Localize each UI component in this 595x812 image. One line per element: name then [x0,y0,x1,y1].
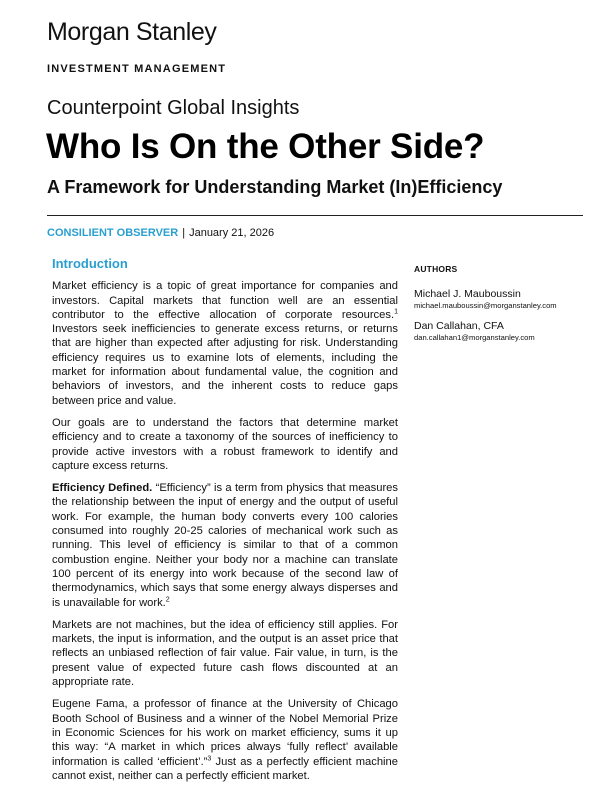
paragraph-efficiency-defined [52,481,398,610]
author-email[interactable]: michael.mauboussin@morganstanley.com [414,301,557,310]
authors-heading: AUTHORS [414,264,458,274]
paragraph-intro-rest: Investors seek inefficiencies to generate excess returns, or returns that are higher than expected after adjusting for risk. Understanding efficiency requires us to examine lots of elements, including the market for information about fundamental value, the cognition and behaviors of investors, and the inherent costs to reduce gaps between price and value. [52,323,398,407]
series-title: Counterpoint Global Insights [47,97,300,119]
division-label: INVESTMENT MANAGEMENT [47,63,227,75]
publication-date: January 21, 2026 [189,227,275,239]
paragraph-lead-in: Efficiency Defined. [52,482,153,495]
author-email[interactable]: dan.callahan1@morganstanley.com [414,333,535,342]
paragraph-fama-text: Eugene Fama, a professor of finance at the University of Chicago Booth School of Business and a winner of the Nobel Memorial Prize in Economic Sciences for his work on market efficiency, sums it up this way: “A market in which prices always ‘fully reflect’ available information is called ‘efficient’.” [52,698,398,768]
paragraph-intro-text: Market efficiency is a topic of great importance for companies and investors. Capital markets that function well are an essential contributor to the effective allocation of corporate resources. [52,280,398,321]
paragraph-fama-rest: Just as a perfectly efficient machine cannot exist, neither can a perfectly efficient market. [52,755,398,782]
paragraph-intro [52,279,398,408]
author-entry [414,288,589,310]
main-column [52,257,398,791]
authors-sidebar [414,264,589,342]
author-name: Dan Callahan, CFA [414,320,504,332]
author-entry [414,320,589,342]
publication-meta [47,227,274,239]
header-divider [47,215,583,216]
section-heading: Introduction [52,256,128,271]
paragraph-fama [52,697,398,783]
meta-separator: | [182,227,186,239]
author-name: Michael J. Mauboussin [414,288,521,300]
footnote-ref-2[interactable]: 2 [165,595,170,603]
paragraph-markets: Markets are not machines, but the idea of efficiency still applies. For markets, the input is information, and the output is an asset price that reflects an unbiased reflection of fair value. Fair value, in turn, is the present value of expected future cash flows discounted at an appropriate rate. [52,618,398,689]
page-title: Who Is On the Other Side? [46,127,485,166]
publication-brand: CONSILIENT OBSERVER [47,227,179,239]
page-subtitle: A Framework for Understanding Market (In)Efficiency [47,177,503,197]
paragraph-efficiency-text: “Efficiency” is a term from physics that measures the relationship between the input of energy and the output of useful work. For example, the human body converts every 100 calories consumed into roughly 20-25 calories of mechanical work such as running. This level of efficiency is similar to that of a common combustion engine. Neither your body nor a machine can translate 100 percent of its energy into work because of the second law of thermodynamics, which says that some energy always disperses and is unavailable for work. [52,482,398,609]
brand-logo: Morgan Stanley [47,18,217,46]
footnote-ref-1[interactable]: 1 [394,308,398,316]
paragraph-goals: Our goals are to understand the factors that determine market efficiency and to create a taxonomy of the sources of inefficiency to provide active investors with a robust framework to identify and capture excess returns. [52,416,398,472]
footnote-ref-3[interactable]: 3 [207,754,212,762]
